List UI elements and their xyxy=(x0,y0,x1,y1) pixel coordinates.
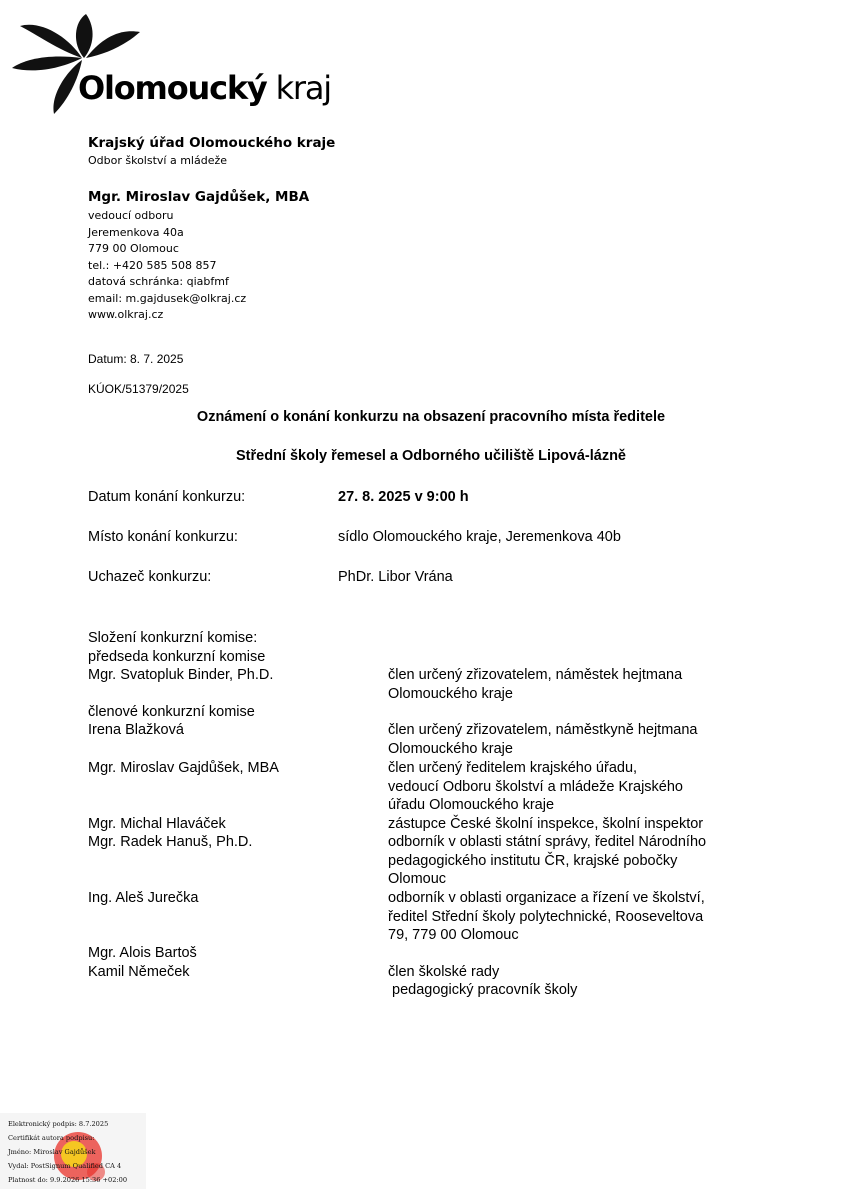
signature-line: Vydal: PostSignum Qualified CA 4 xyxy=(8,1162,122,1170)
committee-member-role xyxy=(388,889,705,945)
sender-contact xyxy=(88,208,246,324)
document-subtitle: Střední školy řemesel a Odborného učiliště Lipová-lázně xyxy=(236,448,626,464)
document-reference: KÚOK/51379/2025 xyxy=(88,382,189,396)
detail-value-place: sídlo Olomouckého kraje, Jeremenkova 40b xyxy=(338,529,621,545)
committee-member-name: Mgr. Radek Hanuš, Ph.D. xyxy=(88,834,253,850)
logo-brand-bold: Olomoucký xyxy=(78,69,267,107)
role-line: úřadu Olomouckého kraje xyxy=(388,797,555,813)
committee-member-name: Mgr. Alois Bartoš xyxy=(88,945,197,961)
committee-member-role xyxy=(388,963,499,982)
role-line: Olomouckého kraje xyxy=(388,740,513,757)
signature-line: Jméno: Miroslav Gajdůšek xyxy=(8,1148,96,1156)
role-line: člen určený zřizovatelem, náměstek hejtmana xyxy=(388,667,683,683)
detail-label-candidate: Uchazeč konkurzu: xyxy=(88,569,212,585)
sender-city: 779 00 Olomouc xyxy=(88,242,179,255)
committee-member-name: Mgr. Michal Hlaváček xyxy=(88,816,226,832)
role-line: Olomouckého kraje xyxy=(388,685,513,702)
signature-line: Elektronický podpis: 8.7.2025 xyxy=(8,1120,109,1128)
detail-label-date: Datum konání konkurzu: xyxy=(88,489,246,505)
committee-member-name: Kamil Němeček xyxy=(88,964,190,980)
committee-member-name: Mgr. Svatopluk Binder, Ph.D. xyxy=(88,667,274,683)
document-date: Datum: 8. 7. 2025 xyxy=(88,352,184,366)
signature-text xyxy=(8,1117,127,1187)
role-line: pedagogický pracovník školy xyxy=(388,982,578,998)
role-line: člen určený ředitelem krajského úřadu, xyxy=(388,760,638,776)
detail-value-candidate: PhDr. Libor Vrána xyxy=(338,569,453,585)
role-line: 79, 779 00 Olomouc xyxy=(388,927,519,943)
committee-member-name: Mgr. Miroslav Gajdůšek, MBA xyxy=(88,760,279,776)
detail-value-date: 27. 8. 2025 v 9:00 h xyxy=(338,489,469,505)
signature-line: Certifikát autora podpisu: xyxy=(8,1134,95,1142)
sender-databox: datová schránka: qiabfmf xyxy=(88,275,229,288)
committee-members-heading: členové konkurzní komise xyxy=(88,704,255,720)
committee-member-name: Irena Blažková xyxy=(88,722,184,738)
signature-line: Platnost do: 9.9.2026 15:36 +02:00 xyxy=(8,1176,128,1184)
role-line: pedagogického institutu ČR, krajské pobočky xyxy=(388,852,678,869)
logo-brand-light: kraj xyxy=(275,69,331,107)
sender-phone: tel.: +420 585 508 857 xyxy=(88,258,217,272)
sender-street: Jeremenkova 40a xyxy=(88,225,184,239)
role-line: ředitel Střední školy polytechnické, Rooseveltova xyxy=(388,908,704,925)
sender-web: www.olkraj.cz xyxy=(88,308,164,321)
committee-member-role xyxy=(388,666,682,703)
logo-wordmark xyxy=(78,68,331,108)
committee-member-role xyxy=(388,721,697,758)
document-title: Oznámení o konání konkurzu na obsazení pracovního místa ředitele xyxy=(196,409,666,425)
committee-heading: Složení konkurzní komise: xyxy=(88,630,258,646)
role-line: člen školské rady xyxy=(388,964,500,980)
role-line: Olomouc xyxy=(388,871,447,887)
sender-email: email: m.gajdusek@olkraj.cz xyxy=(88,291,247,305)
committee-member-role xyxy=(388,759,683,815)
role-line: člen určený zřizovatelem, náměstkyně hejtmana xyxy=(388,722,698,738)
sender-department: Odbor školství a mládeže xyxy=(88,154,228,167)
committee-chair-heading: předseda konkurzní komise xyxy=(88,649,266,665)
committee-member-name: Ing. Aleš Jurečka xyxy=(88,890,199,906)
role-line: odborník v oblasti státní správy, ředitel Národního xyxy=(388,834,707,850)
detail-label-place: Místo konání konkurzu: xyxy=(88,529,238,545)
role-line: vedoucí Odboru školství a mládeže Krajského xyxy=(388,778,683,795)
committee-member-role xyxy=(388,815,703,834)
committee-member-role xyxy=(388,833,706,889)
sender-organization: Krajský úřad Olomouckého kraje xyxy=(88,135,336,151)
role-line: zástupce České školní inspekce, školní inspektor xyxy=(388,816,704,832)
sender-position: vedoucí odboru xyxy=(88,209,174,222)
sender-name: Mgr. Miroslav Gajdůšek, MBA xyxy=(88,189,310,205)
role-line: odborník v oblasti organizace a řízení ve školství, xyxy=(388,890,705,906)
